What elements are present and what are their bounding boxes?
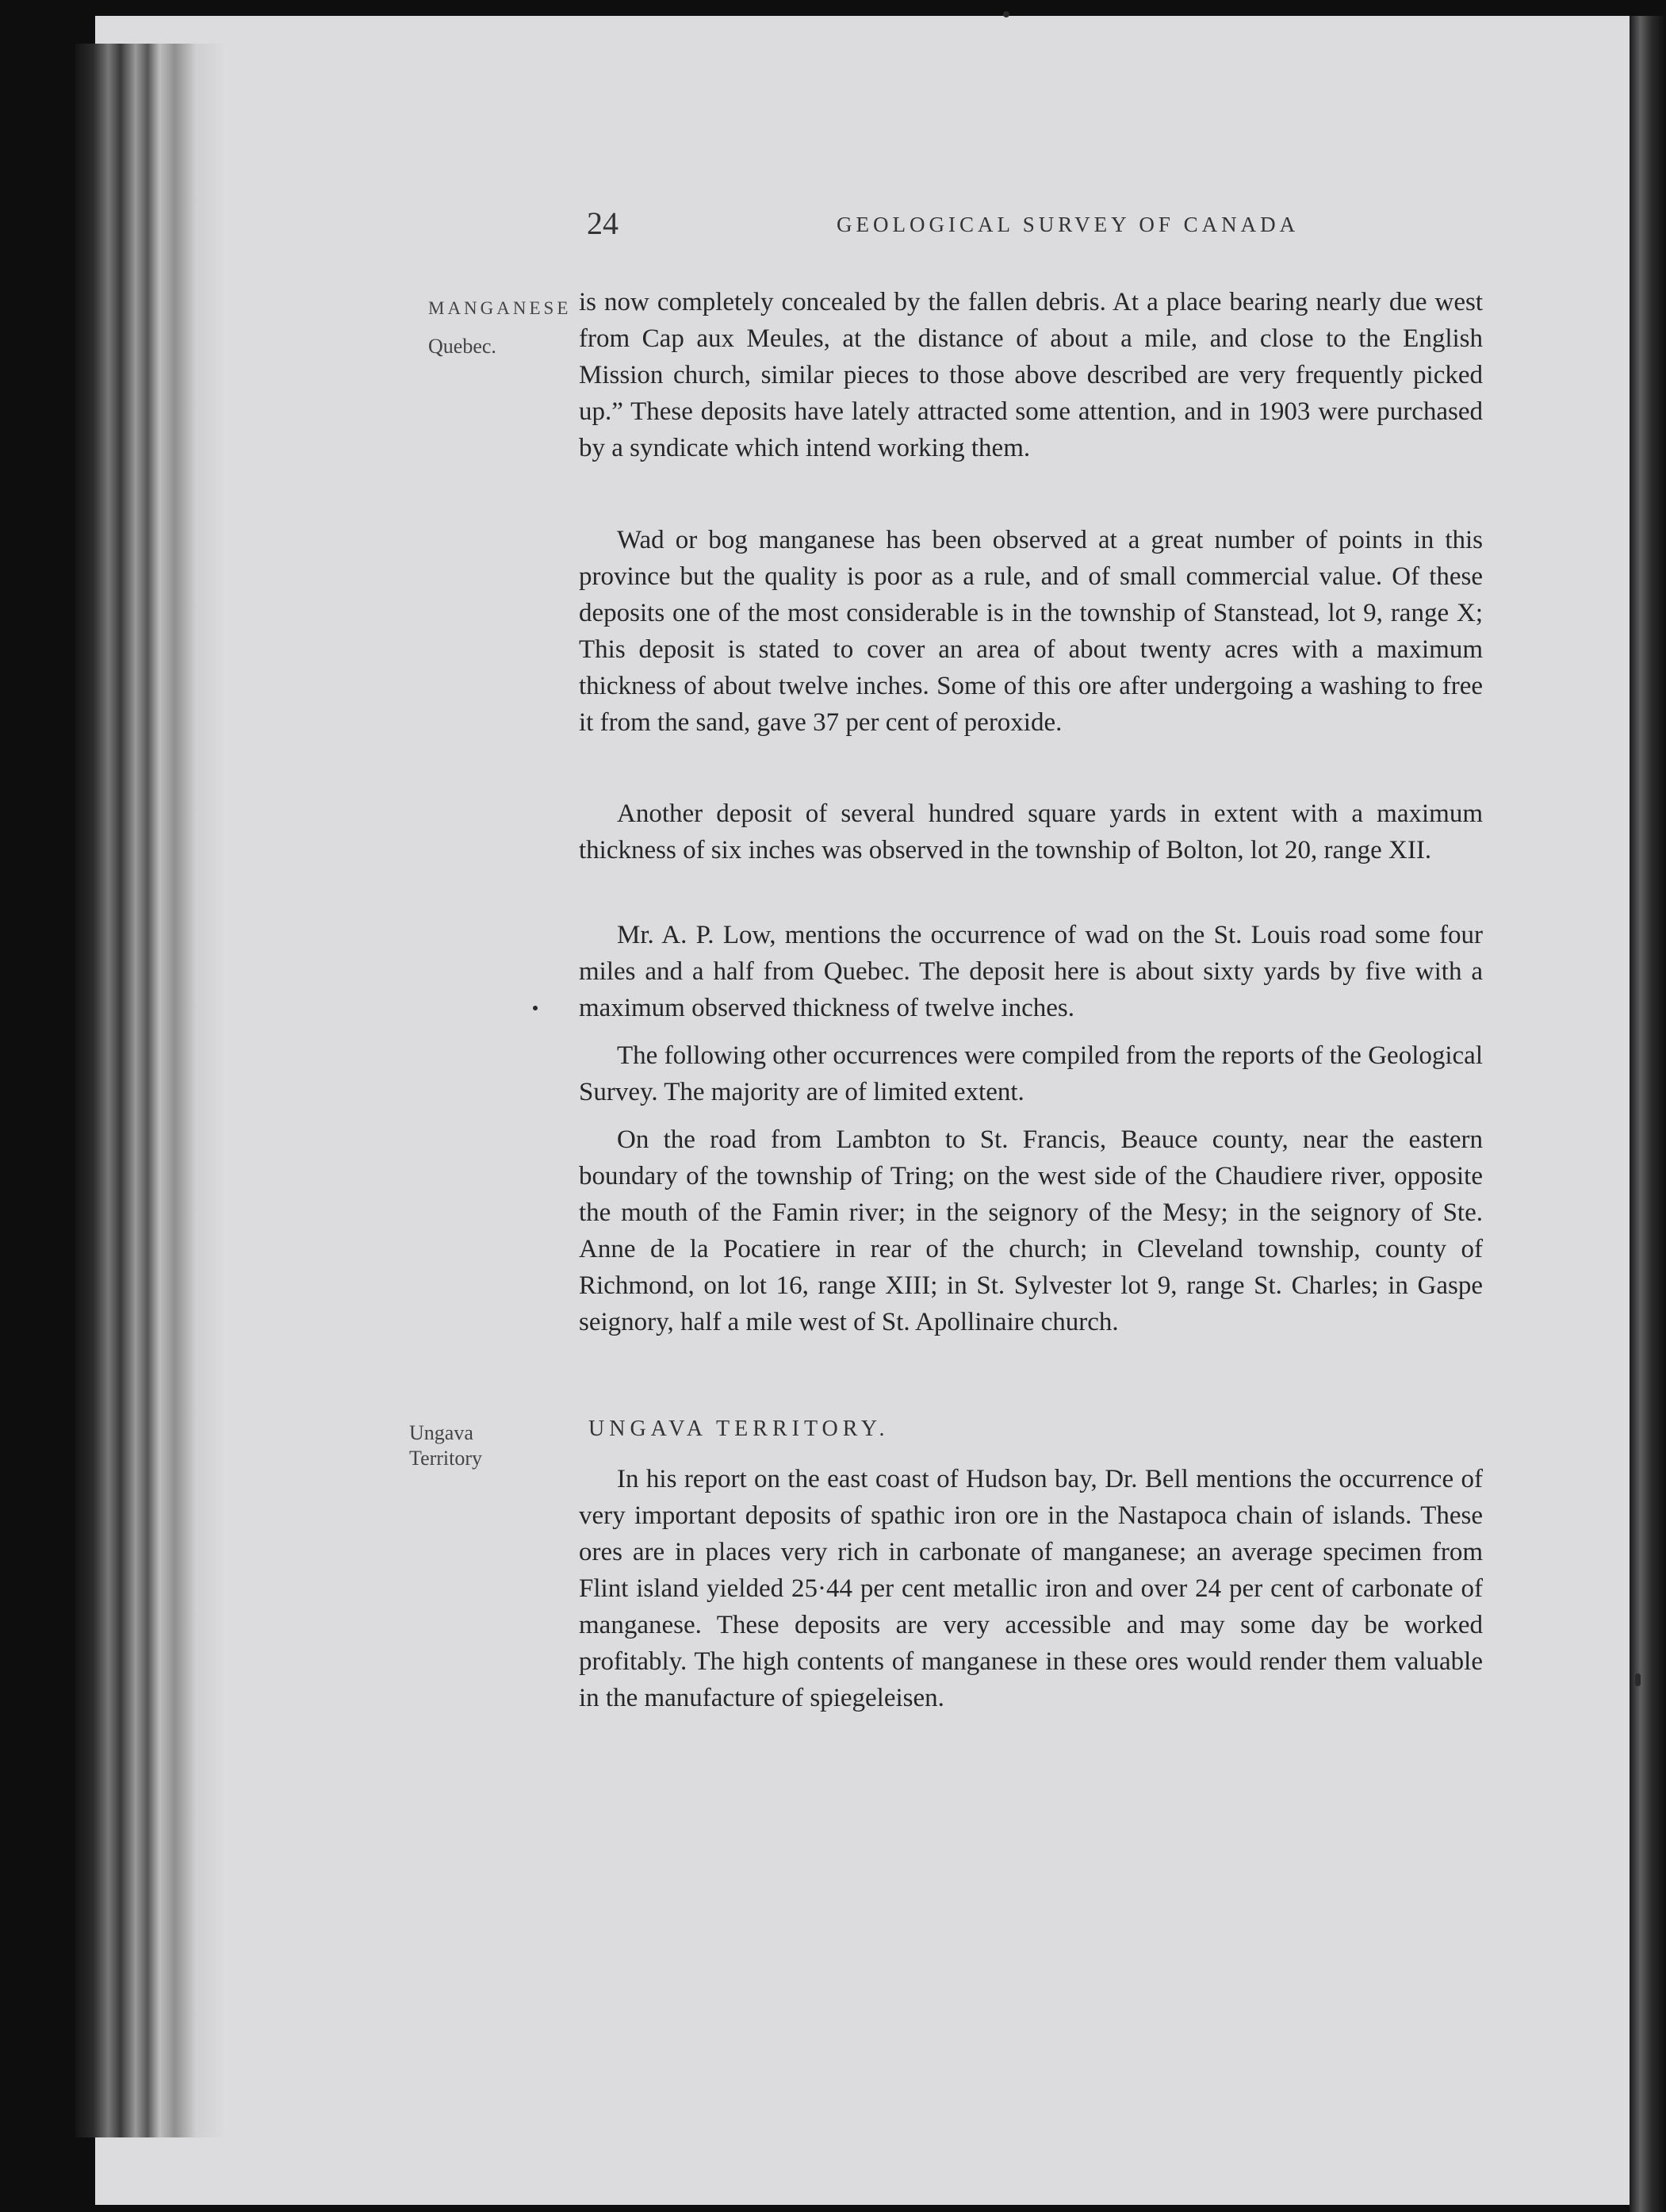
body-paragraph [579,522,1483,741]
sidenote-ungava: Ungava [409,1421,473,1444]
scan-speck [1003,11,1009,17]
paragraph-text: is now completely concealed by the fallen debris. At a place bearing nearly due west from Cap aux Meules, at the distance of about a mile, and close to the English Mission church, similar pieces to those above described are very frequently picked up.” These deposits have lately attracted some attention, and in 1903 were purchased by a syndicate which intend working them. [579,288,1483,462]
body-paragraph [579,1461,1483,1716]
body-paragraph [579,795,1483,868]
sidenote-manganese: MANGANESE [428,298,572,318]
body-paragraph [579,1037,1483,1110]
scan-speck [1635,1673,1641,1686]
paragraph-text: Another deposit of several hundred square yards in extent with a maximum thickness of six inches was observed in the township of Bolton, lot 20, range XII. [579,799,1483,864]
paragraph-text: On the road from Lambton to St. Francis, Beauce county, near the eastern boundary of the township of Tring; on the west side of the Chaudiere river, opposite the mouth of the Famin river; in the seignory of the Mesy; in the seignory of Ste. Anne de la Pocatiere in rear of the church; in Cleveland township, county of Richmond, on lot 16, range XIII; in St. Sylvester lot 9, range St. Charles; in Gaspe seignory, half a mile west of St. Apollinaire church. [579,1125,1483,1336]
body-paragraph [579,284,1483,466]
section-heading: UNGAVA TERRITORY. [588,1417,890,1441]
sidenote-territory: Territory [409,1447,483,1470]
paragraph-text: In his report on the east coast of Hudson bay, Dr. Bell mentions the occurrence of very important deposits of spathic iron ore in the Nastapoca chain of islands. These ores are in places very rich in carbonate of manganese; an average specimen from Flint island yielded 25·44 per cent metallic iron and over 24 per cent of carbonate of manganese. These deposits are very accessible and may some day be worked profitably. The high contents of manganese in these ores would render them valuable in the manufacture of spiegeleisen. [579,1465,1483,1712]
paragraph-text: The following other occurrences were compiled from the reports of the Geological Survey. The majority are of limited extent. [579,1041,1483,1106]
body-paragraph [579,1121,1483,1340]
paragraph-text: Mr. A. P. Low, mentions the occurrence of wad on the St. Louis road some four miles and a half from Quebec. The deposit here is about sixty yards by five with a maximum observed thickness of twelve inches. [579,921,1483,1022]
page-binding-shadow [75,44,226,2137]
right-page-edge [1630,16,1666,2212]
page-number: 24 [587,205,619,241]
body-paragraph [579,917,1483,1026]
paragraph-text: Wad or bog manganese has been observed at a great number of points in this province but the quality is poor as a rule, and of small commercial value. Of these deposits one of the most considerable is in the township of Stanstead, lot 9, range X; This deposit is stated to cover an area of about twenty acres with a maximum thickness of about twelve inches. Some of this ore after undergoing a washing to free it from the sand, gave 37 per cent of peroxide. [579,526,1483,737]
sidenote-quebec: Quebec. [428,335,496,358]
scan-speck [533,1006,538,1010]
running-title: GEOLOGICAL SURVEY OF CANADA [837,213,1300,236]
